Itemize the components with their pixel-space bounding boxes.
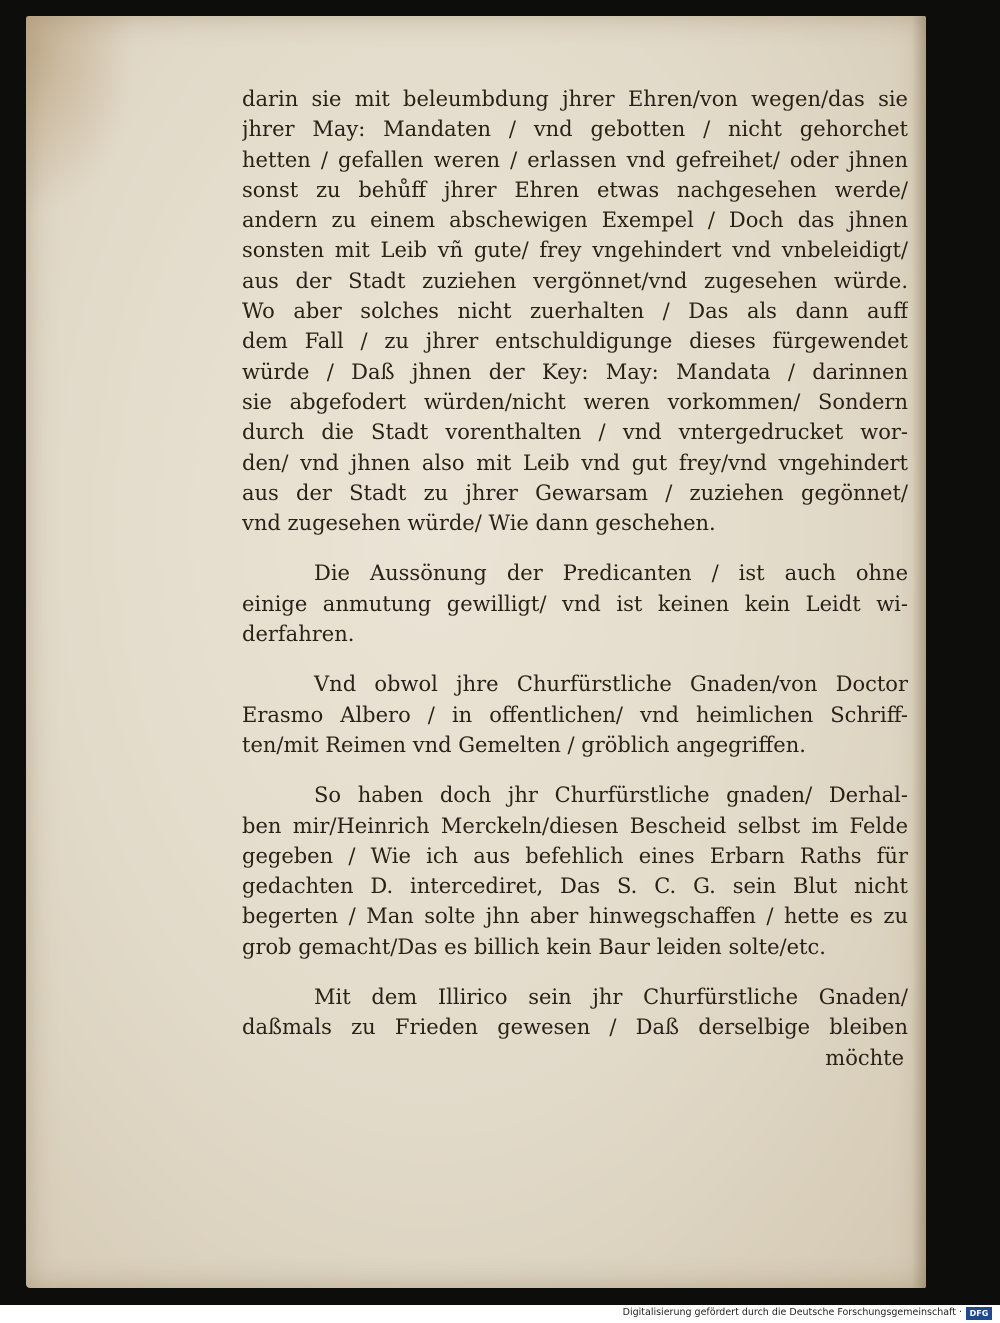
text-line: würde / Daß jhnen der Key: May: Mandata / darinnen	[242, 359, 908, 384]
paragraph	[242, 558, 908, 649]
paragraph-gap	[242, 760, 908, 780]
text-line: ten/mit Reimen vnd Gemelten / gröblich angegriffen.	[242, 732, 806, 757]
text-line: daßmals zu Frieden gewesen / Daß derselbige bleiben	[242, 1015, 908, 1040]
text-line: darin sie mit beleumbdung jhrer Ehren/von wegen/das sie	[242, 87, 908, 111]
text-line: sie abgefodert würden/nicht weren vorkommen/ Sondern	[242, 389, 908, 414]
text-line: Wo aber solches nicht zuerhalten / Das als dann auff	[242, 299, 908, 324]
digitization-credit: Digitalisierung gefördert durch die Deutsche Forschungsgemeinschaft ·	[622, 1307, 962, 1318]
text-line: durch die Stadt vorenthalten / vnd vntergedrucket wor-	[242, 420, 908, 445]
text-line: ben mir/Heinrich Merckeln/diesen Bescheid selbst im Felde	[242, 813, 908, 838]
text-line: dem Fall / zu jhrer entschuldigunge dieses fürgewendet	[242, 329, 908, 354]
page-stain	[26, 16, 136, 216]
text-line: gegeben / Wie ich aus befehlich eines Erbarn Raths für	[242, 843, 908, 868]
text-line: andern zu einem abschewigen Exempel / Doch das jhnen	[242, 208, 908, 233]
text-line: Vnd obwol jhre Churfürstliche Gnaden/von Doctor	[314, 672, 908, 697]
paragraph	[242, 84, 908, 538]
text-line: hetten / gefallen weren / erlassen vnd gefreihet/ oder jhnen	[242, 147, 908, 172]
text-line: derfahren.	[242, 622, 355, 647]
paragraph-gap	[242, 962, 908, 982]
paragraph	[242, 780, 908, 962]
text-line: einige anmutung gewilligt/ vnd ist keinen kein Leidt wi-	[242, 591, 908, 616]
paragraph	[242, 669, 908, 760]
text-line: jhrer May: Mandaten / vnd gebotten / nicht gehorchet	[242, 117, 908, 142]
text-line: Die Aussönung der Predicanten / ist auch ohne	[314, 561, 908, 586]
text-line: Mit dem Illirico sein jhr Churfürstliche Gnaden/	[314, 985, 908, 1010]
text-line: sonsten mit Leib vñ gute/ frey vngehindert vnd vnbeleidigt/	[242, 238, 908, 263]
text-line: Erasmo Albero / in offentlichen/ vnd heimlichen Schriff-	[242, 702, 908, 727]
text-line: So haben doch jhr Churfürstliche gnaden/ Derhal-	[314, 783, 908, 808]
dfg-logo-icon: DFG	[966, 1307, 992, 1320]
page-text	[242, 84, 908, 1073]
paragraph-gap	[242, 538, 908, 558]
text-line: vnd zugesehen würde/ Wie dann geschehen.	[242, 511, 716, 536]
catchword: möchte	[825, 1045, 904, 1070]
paragraph	[242, 982, 908, 1043]
page-edge-shadow	[912, 16, 926, 1288]
text-line: begerten / Man solte jhn aber hinwegschaffen / hette es zu	[242, 904, 908, 929]
text-line: den/ vnd jhnen also mit Leib vnd gut frey/vnd vngehindert	[242, 450, 908, 475]
text-line: gedachten D. intercediret, Das S. C. G. sein Blut nicht	[242, 874, 908, 899]
text-line: grob gemacht/Das es billich kein Baur leiden solte/etc.	[242, 934, 826, 959]
text-line: sonst zu behůff jhrer Ehren etwas nachgesehen werde/	[242, 177, 908, 202]
paragraph-gap	[242, 649, 908, 669]
text-line: aus der Stadt zuziehen vergönnet/vnd zugesehen würde.	[242, 268, 908, 293]
text-line: aus der Stadt zu jhrer Gewarsam / zuziehen gegönnet/	[242, 480, 908, 505]
